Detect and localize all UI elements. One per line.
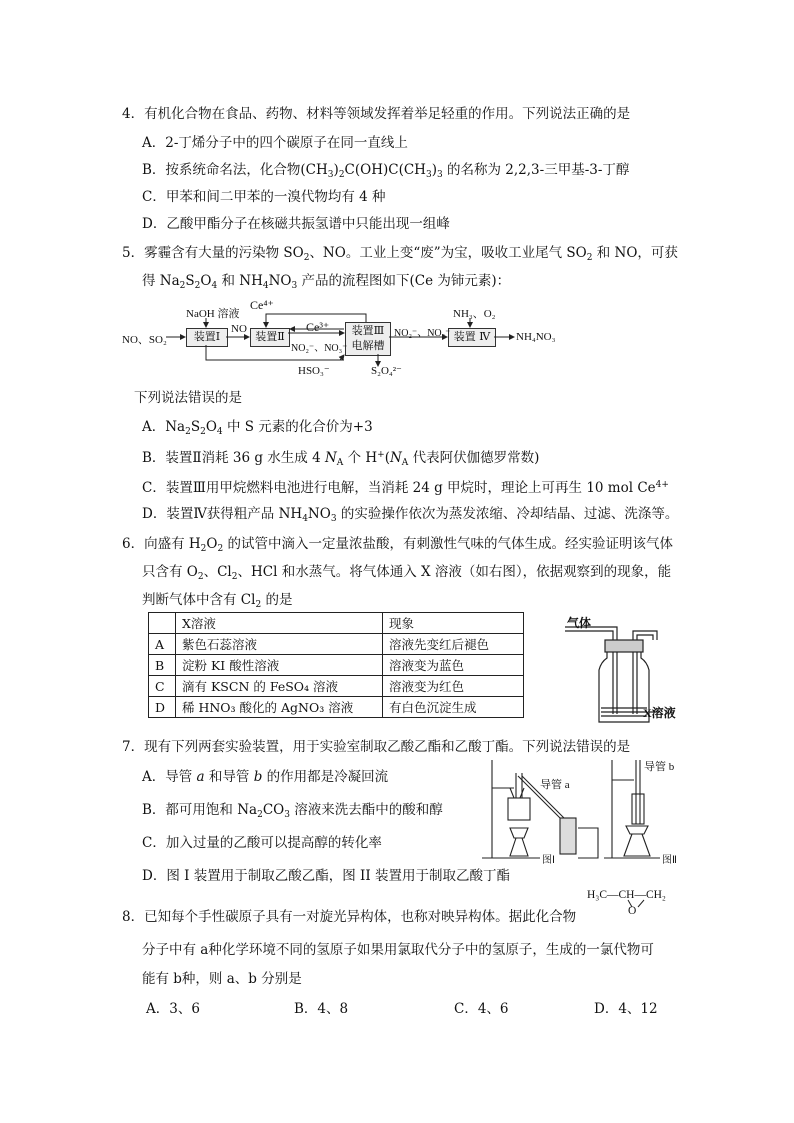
flow-s2o4: S₂O₄²⁻ — [371, 365, 402, 377]
q6-stem: 6．向盛有 $H_2O_2$ 的试管中滴入一定量浓盐酸，有刺激性气味的气体生成。经实验证明该气体 — [122, 536, 673, 554]
flow-naoh: NaOH 溶液 — [186, 308, 240, 320]
q5-option-a: A．$Na_2S_2O_4$ 中 S 元素的化合价为+3 — [142, 419, 373, 437]
q7-option-b: B．都可用饱和 $Na_2CO_3$ 溶液来洗去酯中的酸和醇 — [142, 802, 443, 820]
flow-input: NO、SO₂ — [122, 334, 167, 346]
q5-option-c: C．装置Ⅲ用甲烷燃料电池进行电解，当消耗 24 g 甲烷时，理论上可再生 10 mol $Ce^{4+}$ — [142, 480, 669, 496]
flow-no2no3: NO₂⁻、NO₃⁻ — [291, 343, 348, 354]
q7-stem: 7．现有下列两套实验装置，用于实验室制取乙酸乙酯和乙酸丁酯。下列说法错误的是 — [122, 739, 631, 755]
q8-stem: 8．已知每个手性碳原子具有一对旋光异构体，也称对映异构体。据此化合物 — [122, 909, 577, 925]
table-cell: 紫色石蕊溶液 — [176, 634, 383, 655]
flow-hso3: HSO₃⁻ — [298, 365, 330, 377]
table-row — [149, 634, 524, 655]
q6-table — [148, 612, 524, 718]
table-cell: 淀粉 KI 酸性溶液 — [176, 655, 383, 676]
flow-no2no3-b: NO₂⁻、NO₃⁻ — [394, 328, 451, 339]
q4-option-c: C．甲苯和间二甲苯的一溴代物均有 4 种 — [142, 189, 386, 205]
flow-ce3: Ce³⁺ — [306, 320, 330, 334]
figure-2-caption: 图Ⅱ — [662, 855, 677, 866]
flow-arrows — [0, 0, 794, 400]
q5-lead: 下列说法错误的是 — [134, 390, 242, 406]
table-cell: A — [149, 634, 176, 655]
q8-option-a: A．3、6 — [146, 1001, 200, 1017]
table-cell: 有白色沉淀生成 — [383, 697, 524, 718]
q5-option-d: D．装置Ⅳ获得粗产品 $NH_4NO_3$ 的实验操作依次为蒸发浓缩、冷却结晶、过滤、洗涤等。 — [142, 506, 679, 524]
table-cell: B — [149, 655, 176, 676]
q7-option-c: C．加入过量的乙酸可以提高醇的转化率 — [142, 835, 382, 851]
table-header-cell — [149, 613, 176, 634]
figure-label-x: X溶液 — [643, 706, 676, 720]
q8-option-b: B．4、8 — [294, 1001, 349, 1017]
q5-stem-2: 得 $Na_2S_2O_4$ 和 $NH_4NO_3$ 产品的流程图如下(Ce 为铈元素)： — [142, 273, 511, 291]
q8-stem-2: 分子中有 a种化学环境不同的氢原子如果用氯取代分子中的氢原子，生成的一氯代物可 — [142, 942, 654, 958]
q8-stem-3: 能有 b种，则 a、b 分别是 — [142, 971, 302, 987]
apparatus-2-icon — [604, 758, 694, 868]
molecule-formula: H₃C—CH—CH₂ — [587, 889, 666, 901]
q8-option-d: D．4、12 — [594, 1001, 658, 1017]
q7-option-d: D．图 I 装置用于制取乙酸乙酯，图 II 装置用于制取乙酸丁酯 — [142, 868, 510, 884]
q4-stem: 4．有机化合物在食品、药物、材料等领域发挥着举足轻重的作用。下列说法正确的是 — [122, 106, 631, 122]
table-header-cell: 现象 — [383, 613, 524, 634]
flow-ce4: Ce⁴⁺ — [250, 298, 274, 312]
table-cell: C — [149, 676, 176, 697]
table-cell: 滴有 KSCN 的 FeSO₄ 溶液 — [176, 676, 383, 697]
figure-2-tube-label: 导管 b — [644, 761, 675, 773]
apparatus-figure-1 — [480, 758, 600, 868]
molecule-oxygen: O — [628, 905, 637, 917]
flow-no: NO — [231, 323, 247, 335]
q7-option-a: A．导管 a 和导管 b 的作用都是冷凝回流 — [142, 769, 389, 785]
table-cell: 溶液变为蓝色 — [383, 655, 524, 676]
table-cell: 稀 HNO₃ 酸化的 AgNO₃ 溶液 — [176, 697, 383, 718]
q6-stem-2: 只含有 $O_2$、$Cl_2$、HCl 和水蒸气。将气体通入 X 溶液（如右图），依据观察到的现象，能 — [142, 564, 672, 582]
apparatus-1-icon — [480, 758, 600, 868]
gas-bottle-figure — [565, 612, 695, 727]
device-3-sub: 电解槽 — [351, 339, 385, 352]
figure-1-tube-label: 导管 a — [540, 779, 570, 791]
device-4: 装置 Ⅳ — [448, 328, 496, 347]
device-3-label: 装置Ⅲ — [351, 324, 385, 337]
q4-option-d: D．乙酸甲酯分子在核磁共振氢谱中只能出现一组峰 — [142, 216, 450, 232]
q4-option-b: B．按系统命名法，化合物$(CH_3)_2C(OH)C(CH_3)_3$ 的名称为 2,2,3-三甲基-3-丁醇 — [142, 162, 630, 180]
table-header-cell: X溶液 — [176, 613, 383, 634]
table-cell: D — [149, 697, 176, 718]
apparatus-figure-2 — [604, 758, 694, 868]
table-row — [149, 676, 524, 697]
q5-stem: 5．雾霾含有大量的污染物 $SO_2$、NO。工业上变“废”为宝，吸收工业尾气 $SO_2$ 和 NO，可获 — [122, 245, 678, 263]
q5-option-b: B．装置Ⅱ消耗 36 g 水生成 4 $N_A$ 个 $H^+(N_A$ 代表阿伏伽德罗常数) — [142, 450, 540, 468]
table-cell: 溶液变为红色 — [383, 676, 524, 697]
figure-label-gas: 气体 — [567, 616, 592, 630]
table-row — [149, 655, 524, 676]
flow-product: NH₄NO₃ — [516, 331, 556, 343]
epoxide-ring-icon — [610, 898, 650, 912]
device-2: 装置Ⅱ — [250, 328, 290, 347]
table-cell: 溶液先变红后褪色 — [383, 634, 524, 655]
figure-1-caption: 图Ⅰ — [542, 855, 555, 866]
device-1: 装置Ⅰ — [186, 328, 228, 347]
table-row — [149, 697, 524, 718]
table-header-row — [149, 613, 524, 634]
q6-stem-3: 判断气体中含有 $Cl_2$ 的是 — [142, 592, 293, 610]
q8-option-c: C．4、6 — [454, 1001, 509, 1017]
flow-nh3o2: NH₃、O₂ — [453, 308, 496, 320]
q4-option-a: A．2-丁烯分子中的四个碳原子在同一直线上 — [142, 135, 408, 151]
